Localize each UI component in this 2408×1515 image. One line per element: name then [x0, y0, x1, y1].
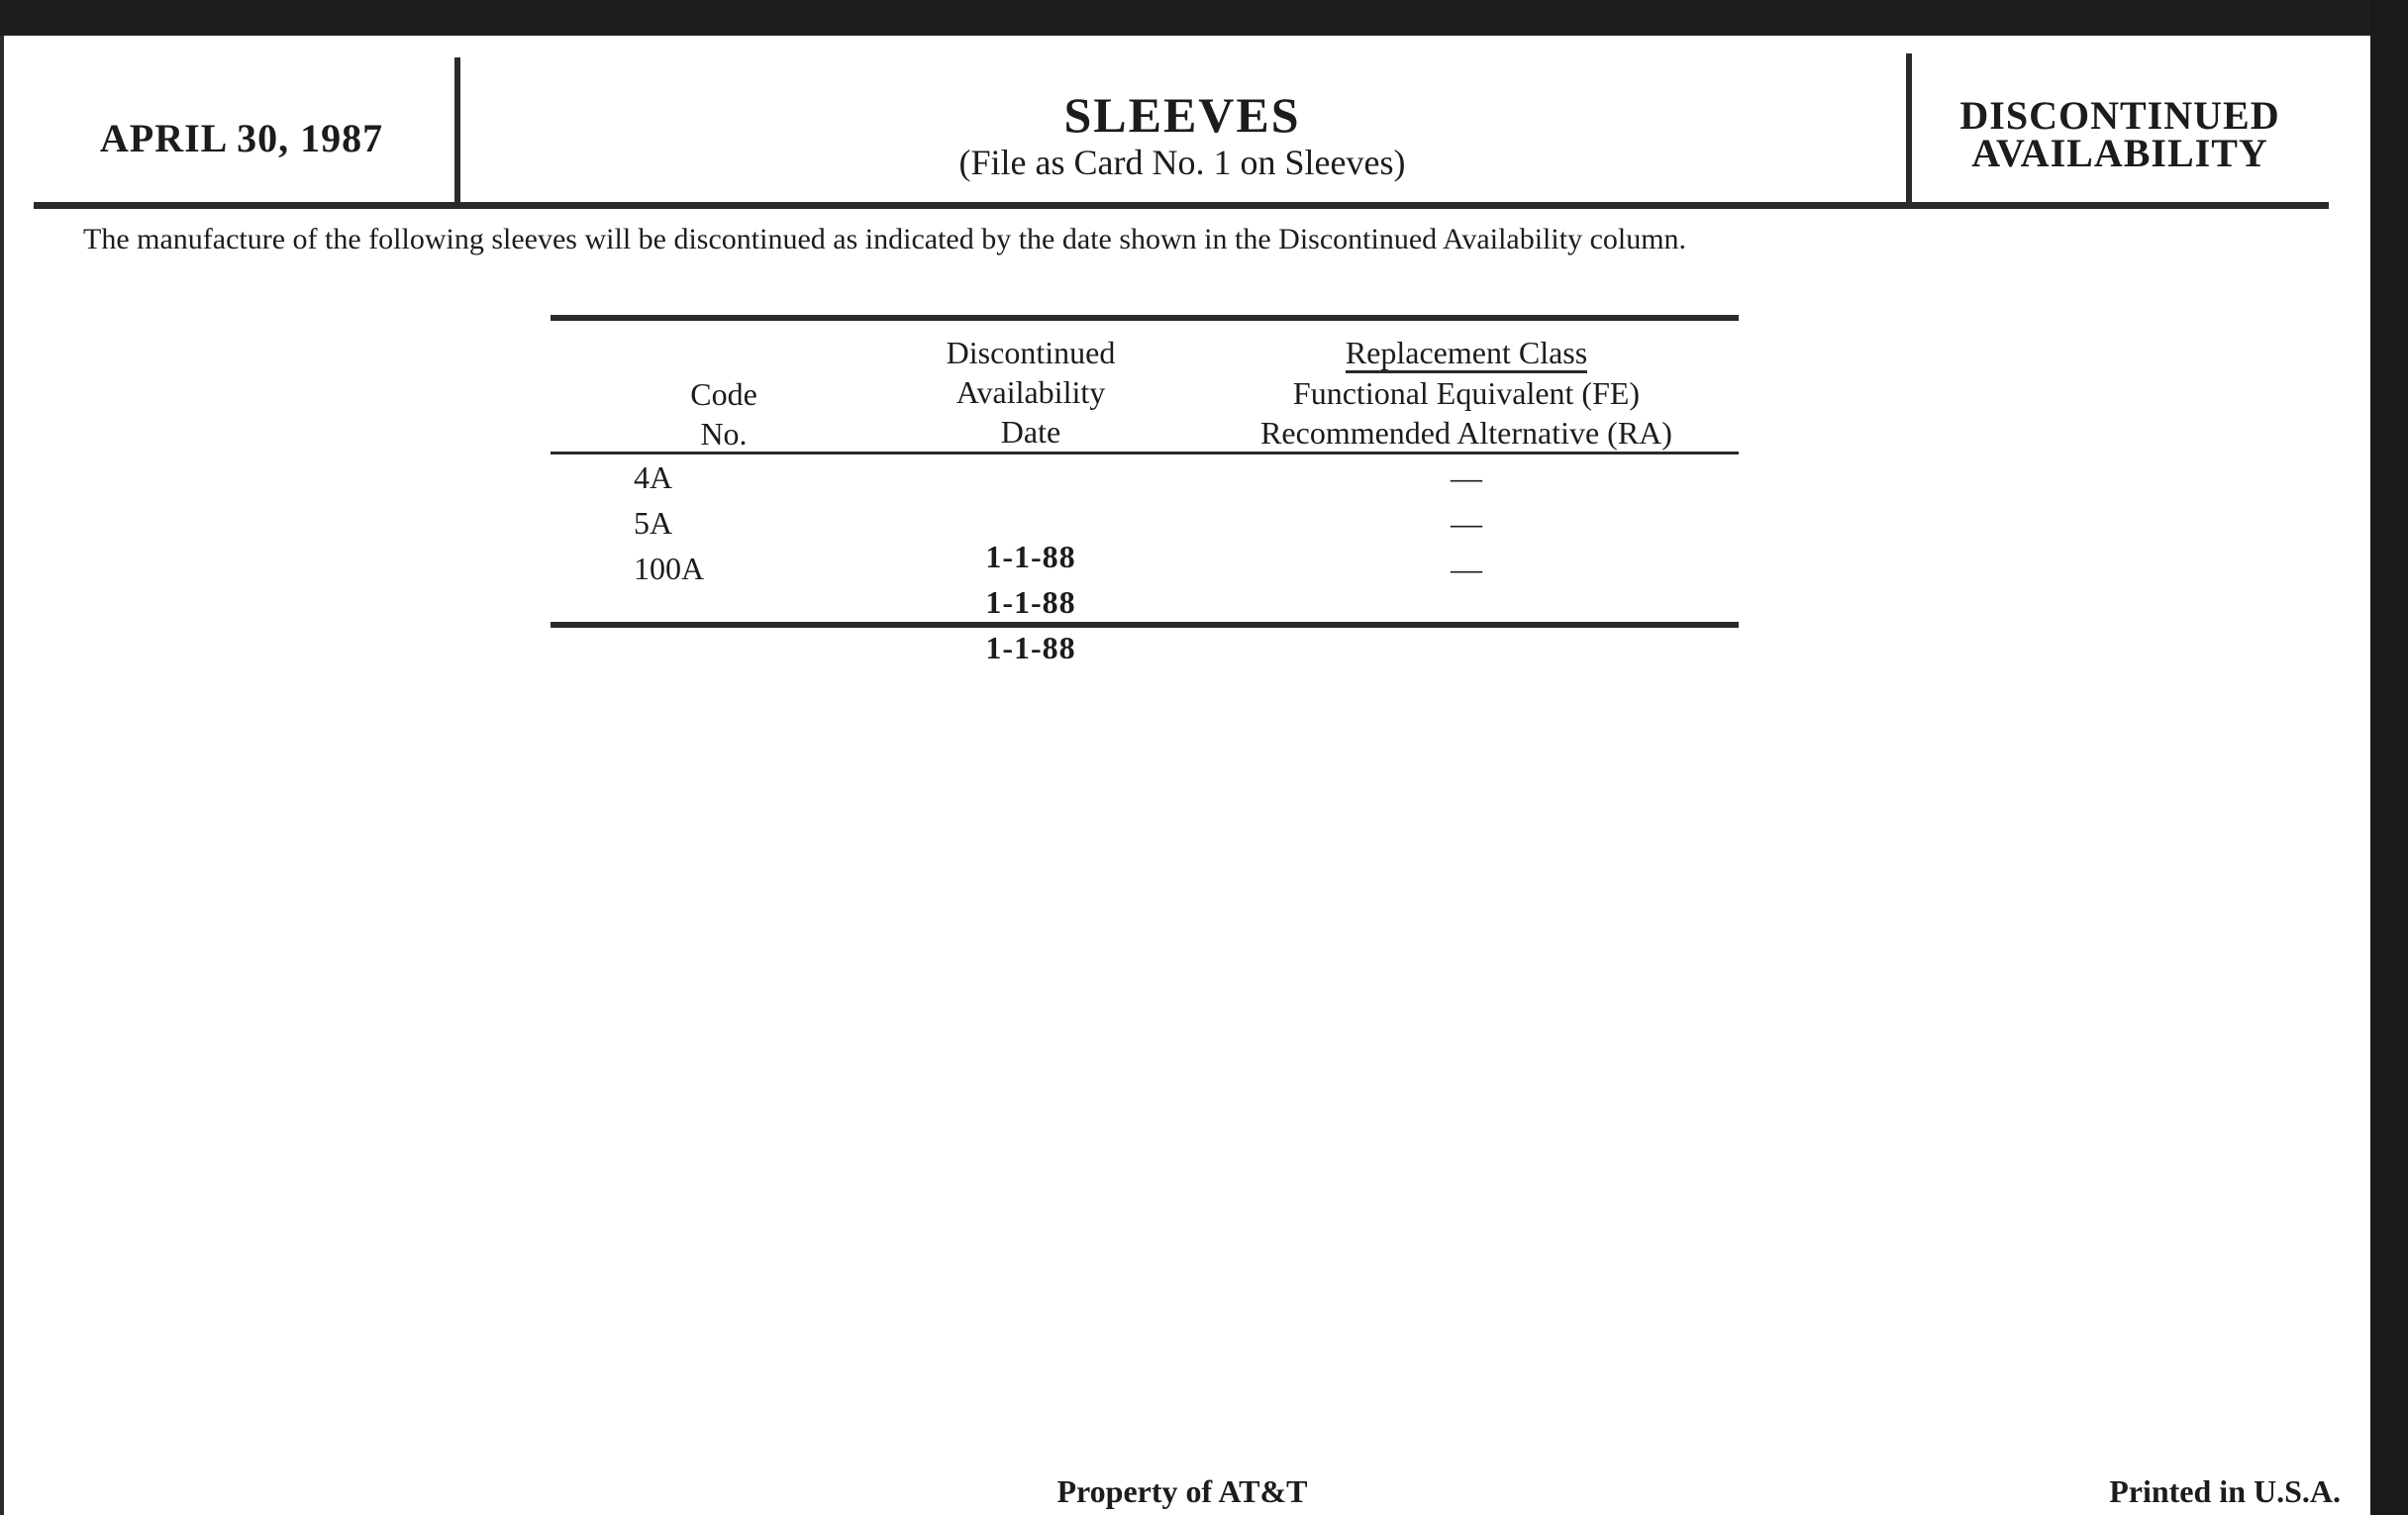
header-code-line-1: Code — [690, 376, 757, 412]
table-rule-top — [551, 315, 1739, 321]
header-replacement-line-3: Recommended Alternative (RA) — [1260, 415, 1672, 451]
status-line-1: DISCONTINUED — [1959, 93, 2280, 138]
header-rule — [34, 202, 2329, 209]
title-block — [469, 87, 1895, 182]
column-header-replacement — [1145, 333, 1788, 453]
footer-printed: Printed in U.S.A. — [2109, 1473, 2341, 1509]
table-rule-header — [551, 452, 1739, 454]
issue-date: APRIL 30, 1987 — [99, 116, 384, 160]
header-replacement-line-1: Replacement Class — [1346, 335, 1587, 373]
status-line-2: AVAILABILITY — [1971, 131, 2268, 175]
document-card — [4, 36, 2370, 1515]
cell-date: 1-1-88 — [985, 539, 1076, 574]
status-label — [1917, 93, 2323, 175]
header-replacement-wrap — [1145, 333, 1788, 373]
page-title: SLEEVES — [1063, 87, 1301, 143]
cell-code: 4A — [634, 459, 673, 495]
table-row — [551, 549, 1739, 665]
cell-code: 100A — [634, 551, 705, 586]
footer-property: Property of AT&T — [1056, 1473, 1308, 1509]
scan-border-right — [2370, 0, 2408, 1515]
cell-replacement: — — [1451, 459, 1482, 495]
header-replacement-line-2: Functional Equivalent (FE) — [1292, 375, 1641, 411]
cell-date: 1-1-88 — [985, 630, 1076, 665]
page-subtitle: (File as Card No. 1 on Sleeves) — [958, 143, 1406, 182]
scan-border-top — [0, 0, 2408, 36]
cell-date: 1-1-88 — [985, 584, 1076, 620]
header-date-line-2: Availability — [955, 374, 1106, 410]
cell-replacement: — — [1451, 551, 1482, 586]
header-divider-left — [454, 57, 460, 204]
cell-replacement: — — [1451, 505, 1482, 541]
table-rule-bottom — [551, 622, 1739, 628]
column-header-code — [610, 374, 838, 454]
header-code-line-2: No. — [700, 416, 748, 452]
intro-paragraph: The manufacture of the following sleeves will be discontinued as indicated by the date shown in the Discontinued Availability column. — [83, 223, 1687, 255]
header-date-line-1: Discontinued — [946, 335, 1116, 370]
header-divider-right — [1906, 53, 1912, 202]
header-date-line-3: Date — [1000, 414, 1061, 450]
cell-code: 5A — [634, 505, 673, 541]
